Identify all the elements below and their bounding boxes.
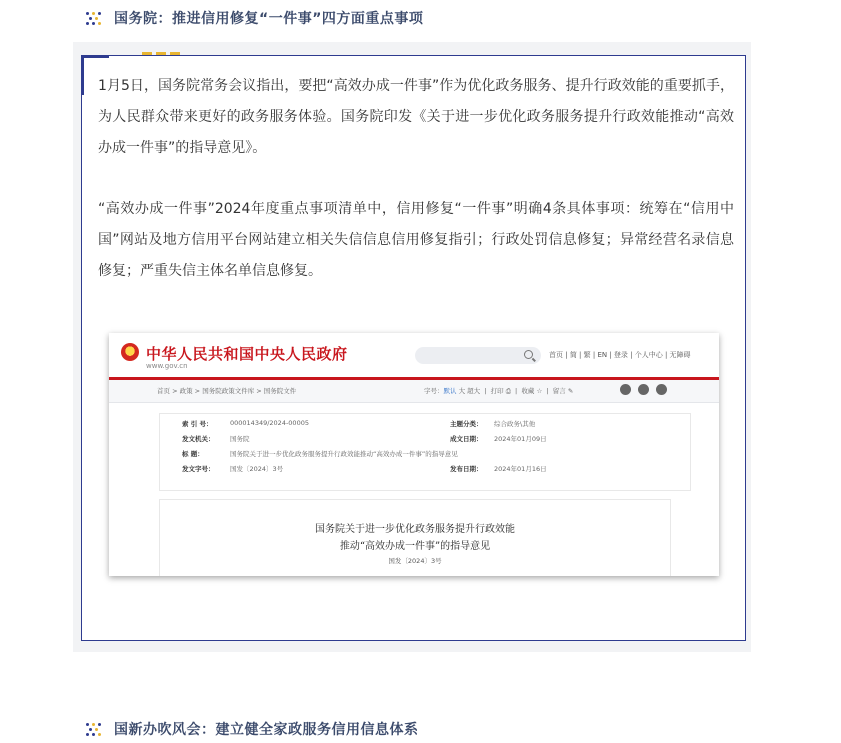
section-heading-credit-repair [86, 8, 423, 28]
card-gold-accent [142, 52, 152, 55]
doc-number: 国发〔2024〕3号 [388, 557, 442, 565]
top-link-simplified: 简 [569, 351, 577, 359]
page-tools: 字号：默认 大 超大 | 打印 ⎙ | 收藏 ☆ | 留言 ✎ [424, 387, 574, 395]
meta-publish-value: 2024年01月16日 [494, 465, 547, 473]
meta-title-label: 标 题： [182, 450, 204, 458]
meta-title-value: 国务院关于进一步优化政务服务提升行政效能推动“高效办成一件事”的指导意见 [230, 450, 458, 458]
message-label: 留言 [552, 387, 566, 395]
meta-index-value: 000014349/2024-00005 [230, 419, 309, 427]
card-gold-accent [156, 52, 166, 55]
top-link-login: 登录 [613, 351, 628, 359]
card-corner-bar [81, 55, 109, 58]
breadcrumb-policy: 政策 [179, 387, 193, 395]
print-label: 打印 [490, 387, 504, 395]
top-link-traditional: 繁 [583, 351, 591, 359]
national-emblem-icon [121, 343, 139, 361]
dots-grid-icon [86, 721, 102, 737]
gov-site-url: www.gov.cn [146, 362, 188, 370]
breadcrumb-documents: 国务院文件 [263, 387, 297, 395]
article-paragraph-1: 1月5日，国务院常务会议指出，要把“高效办成一件事”作为优化政务服务、提升行政效能的重要抓手，为人民群众带来更好的政务服务体验。国务院印发《关于进一步优化政务服务提升行政效能推动“高效办成一件事”的指导意见》。 [98, 78, 734, 156]
top-link-profile: 个人中心 [634, 351, 663, 359]
doc-title-box [159, 499, 671, 576]
breadcrumb-home: 首页 [157, 387, 170, 395]
meta-subject-value: 综合政务\其他 [494, 420, 536, 428]
article-paragraph-2: “高效办成一件事”2024年度重点事项清单中，信用修复“一件事”明确4条具体事项：统筹在“信用中国”网站及地方信用平台网站建立相关失信信息信用修复指引；行政处罚信息修复；异常经营名录信息修复；严重失信主体名单信息修复。 [98, 201, 734, 279]
section-heading-housekeeping [86, 719, 419, 739]
meta-docno-label: 发文字号： [182, 465, 215, 473]
meta-issuer-value: 国务院 [230, 435, 250, 443]
top-link-accessibility: 无障碍 [669, 351, 691, 359]
gov-top-links: 首页 | 简 | 繁 | EN | 登录 | 个人中心 | 无障碍 [549, 351, 691, 359]
gov-website-screenshot [109, 333, 719, 576]
doc-title-line-1: 国务院关于进一步优化政务服务提升行政效能 [315, 524, 515, 535]
font-large: 大 [458, 387, 466, 395]
share-qq-icon [656, 384, 667, 395]
meta-written-label: 成文日期： [450, 435, 483, 443]
font-size-label: 字号： [424, 387, 444, 395]
section-title: 国新办吹风会：建立健全家政服务信用信息体系 [114, 722, 419, 738]
gov-site-header [109, 333, 719, 377]
favorite-label: 收藏 [521, 387, 535, 395]
meta-publish-label: 发布日期： [450, 465, 483, 473]
gov-site-name: 中华人民共和国中央人民政府 [146, 345, 348, 363]
card-corner-bar-left [81, 55, 84, 95]
font-default: 默认 [443, 387, 457, 395]
meta-issuer-label: 发文机关： [182, 435, 215, 443]
gov-search-box [415, 347, 541, 364]
card-gold-accent [170, 52, 180, 55]
doc-meta-table [159, 413, 691, 491]
doc-title-line-2: 推动“高效办成一件事”的指导意见 [339, 541, 491, 552]
share-weibo-icon [620, 384, 631, 395]
article-card [81, 55, 746, 641]
star-icon: ☆ [536, 387, 543, 395]
top-link-english: EN [597, 351, 608, 359]
gov-nav-bar [109, 380, 719, 403]
breadcrumb-library: 国务院政策文件库 [202, 387, 255, 395]
section-title: 国务院：推进信用修复“一件事”四方面重点事项 [114, 11, 424, 27]
meta-subject-label: 主题分类： [450, 420, 483, 428]
pen-icon: ✎ [567, 387, 574, 395]
font-xlarge: 超大 [467, 387, 481, 395]
print-icon: ⎙ [505, 387, 511, 395]
meta-written-value: 2024年01月09日 [494, 435, 547, 443]
share-wechat-icon [638, 384, 649, 395]
breadcrumb: 首页 > 政策 > 国务院政策文件库 > 国务院文件 [157, 387, 297, 395]
meta-docno-value: 国发〔2024〕3号 [230, 465, 284, 473]
search-icon [524, 350, 533, 359]
dots-grid-icon [86, 10, 102, 26]
top-link-home: 首页 [549, 351, 563, 359]
meta-index-label: 索 引 号： [182, 420, 213, 428]
